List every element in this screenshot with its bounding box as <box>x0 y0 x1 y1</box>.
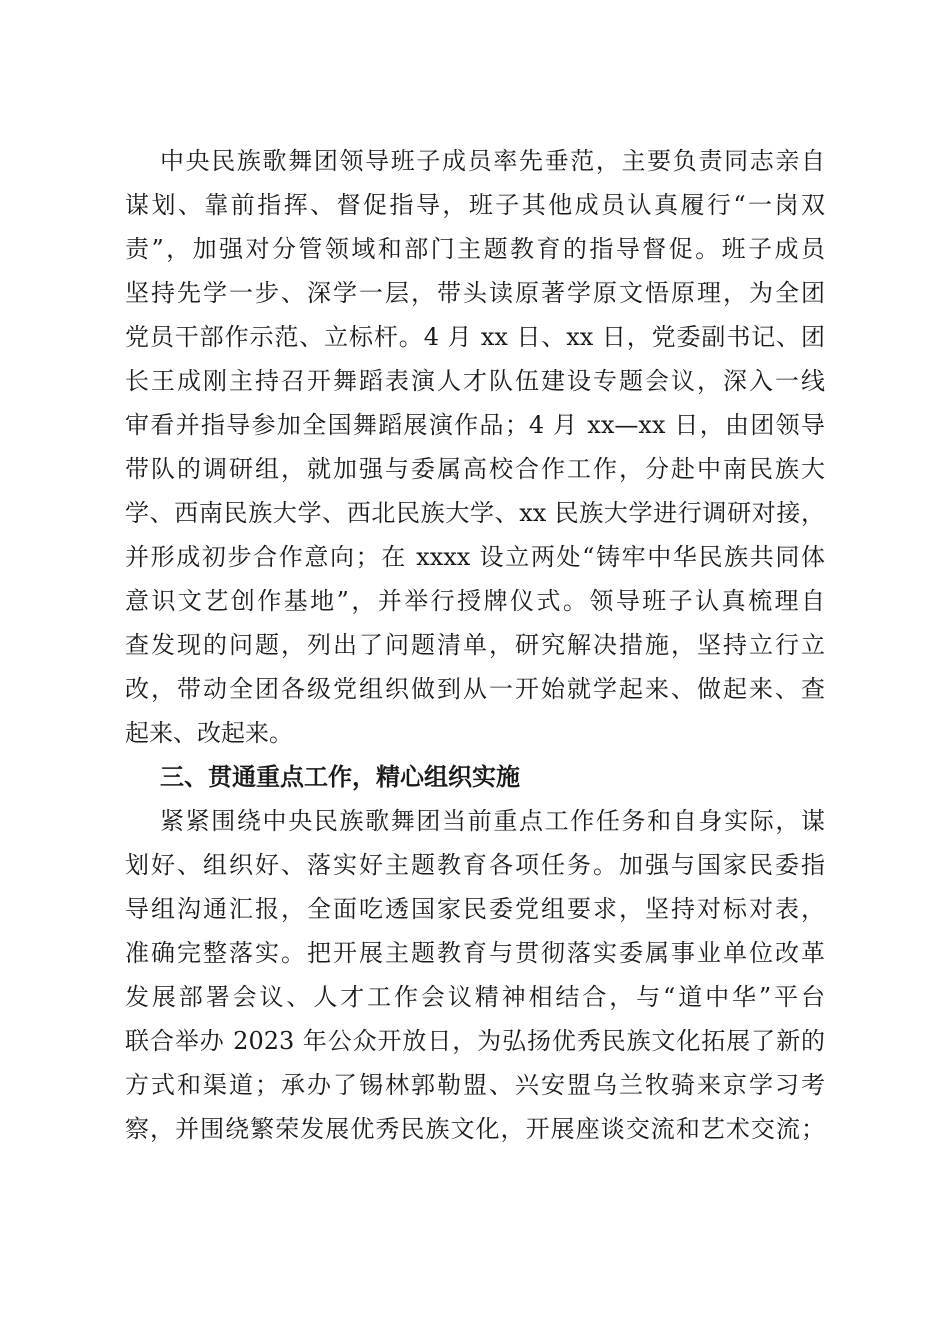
text-line: 学、西南民族大学、西北民族大学、xx 民族大学进行调研对接， <box>125 499 825 527</box>
text-line: 导组沟通汇报，全面吃透国家民委党组要求，坚持对标对表， <box>125 895 825 923</box>
text-line: 方式和渠道；承办了锡林郭勒盟、兴安盟乌兰牧骑来京学习考 <box>125 1071 825 1099</box>
text-line: 谋划、靠前指挥、督促指导，班子其他成员认真履行“一岗双 <box>125 191 825 219</box>
text-line: 审看并指导参加全国舞蹈展演作品；4 月 xx—xx 日，由团领导 <box>125 411 825 439</box>
text-line: 起来、改起来。 <box>125 719 293 747</box>
text-line: 党员干部作示范、立标杆。4 月 xx 日、xx 日，党委副书记、团 <box>125 323 825 351</box>
text-line: 准确完整落实。把开展主题教育与贯彻落实委属事业单位改革 <box>125 939 825 967</box>
text-line: 中央民族歌舞团领导班子成员率先垂范，主要负责同志亲自 <box>160 147 825 175</box>
text-line: 坚持先学一步、深学一层，带头读原著学原文悟原理，为全团 <box>125 279 825 307</box>
text-line: 察，并围绕繁荣发展优秀民族文化，开展座谈交流和艺术交流； <box>125 1115 825 1143</box>
text-line: 联合举办 2023 年公众开放日，为弘扬优秀民族文化拓展了新的 <box>125 1027 825 1055</box>
text-line: 并形成初步合作意向；在 xxxx 设立两处“铸牢中华民族共同体 <box>125 543 825 571</box>
text-line: 查发现的问题，列出了问题清单，研究解决措施，坚持立行立 <box>125 631 825 659</box>
text-line: 意识文艺创作基地”，并举行授牌仪式。领导班子认真梳理自 <box>125 587 825 615</box>
text-line: 带队的调研组，就加强与委属高校合作工作，分赴中南民族大 <box>125 455 825 483</box>
section-heading: 三、贯通重点工作，精心组织实施 <box>160 763 520 791</box>
text-line: 紧紧围绕中央民族歌舞团当前重点工作任务和自身实际，谋 <box>160 807 825 835</box>
text-line: 责”，加强对分管领域和部门主题教育的指导督促。班子成员 <box>125 235 825 263</box>
text-line: 改，带动全团各级党组织做到从一开始就学起来、做起来、查 <box>125 675 825 703</box>
text-line: 长王成刚主持召开舞蹈表演人才队伍建设专题会议，深入一线 <box>125 367 825 395</box>
text-line: 划好、组织好、落实好主题教育各项任务。加强与国家民委指 <box>125 851 825 879</box>
text-line: 发展部署会议、人才工作会议精神相结合，与“道中华”平台 <box>125 983 825 1011</box>
